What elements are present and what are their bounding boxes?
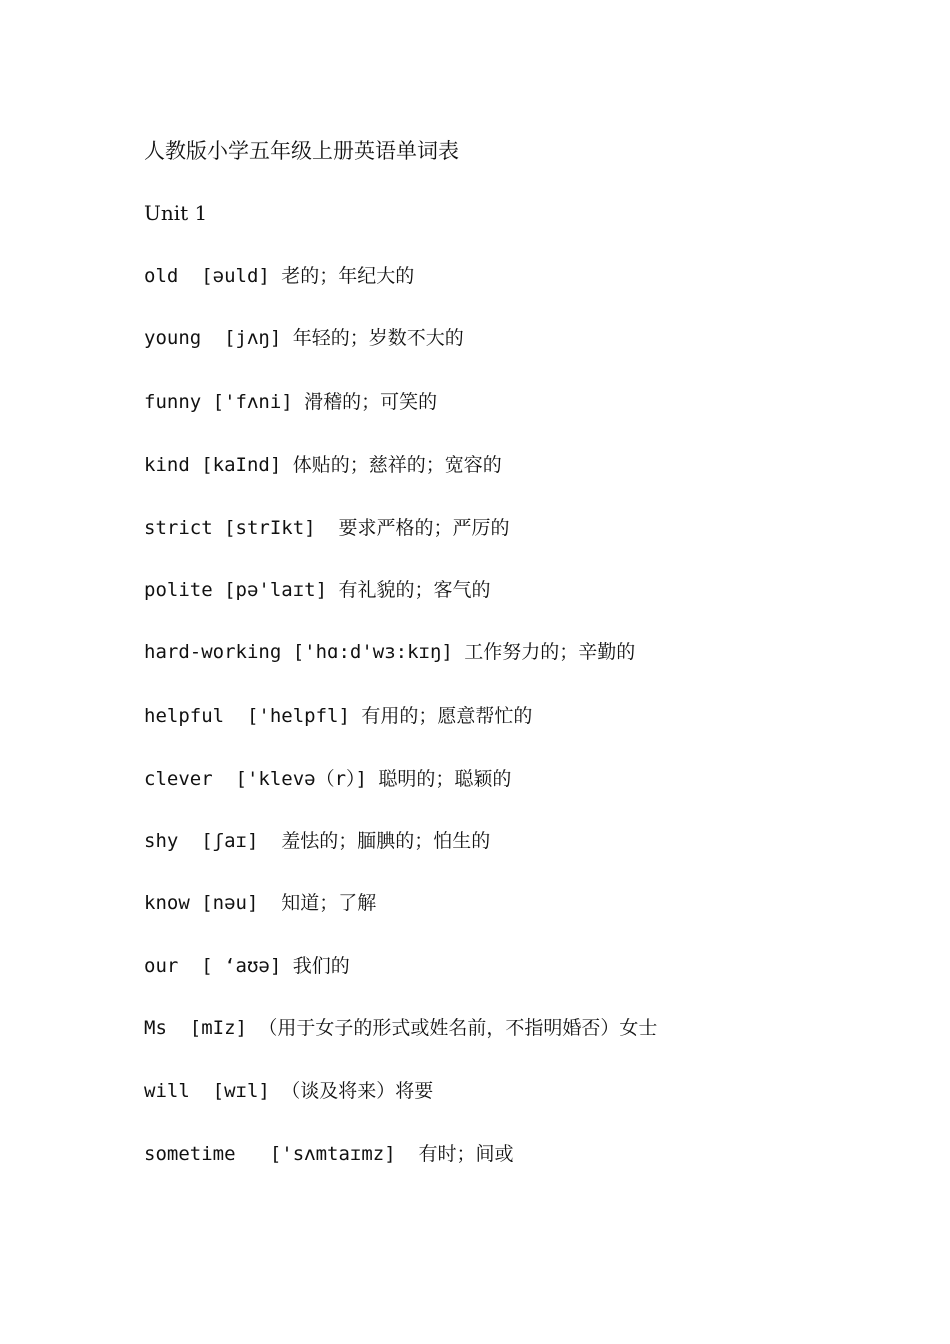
unit-heading: Unit 1 (144, 201, 208, 225)
vocab-entry-kind: kind [kaInd] 体贴的；慈祥的；宽容的 (144, 454, 502, 476)
vocab-entry-sometime: sometime ['sʌmtaɪmz] 有时；间或 (144, 1143, 514, 1165)
vocab-entry-old: old [əuld] 老的；年纪大的 (144, 265, 415, 287)
vocab-entry-our: our [ ‘aʊə] 我们的 (144, 955, 350, 977)
vocab-entry-polite: polite [pə'laɪt] 有礼貌的；客气的 (144, 579, 491, 601)
vocab-entry-ms: Ms [mIz] （用于女子的形式或姓名前，不指明婚否）女士 (144, 1017, 658, 1039)
vocab-entry-strict: strict [strIkt] 要求严格的；严厉的 (144, 517, 510, 539)
vocab-entry-hard-working: hard-working ['hɑ:d'wɜ:kɪŋ] 工作努力的；辛勤的 (144, 641, 636, 663)
vocab-entry-shy: shy [ʃaɪ] 羞怯的；腼腆的；怕生的 (144, 830, 491, 852)
vocab-entry-clever: clever ['klevə（r）] 聪明的；聪颖的 (144, 768, 512, 790)
vocab-entry-know: know [nəu] 知道；了解 (144, 892, 377, 914)
vocab-entry-young: young [jʌŋ] 年轻的；岁数不大的 (144, 327, 464, 349)
vocab-entry-will: will [wɪl] （谈及将来）将要 (144, 1080, 434, 1102)
vocab-entry-funny: funny ['fʌni] 滑稽的；可笑的 (144, 391, 438, 413)
document-title: 人教版小学五年级上册英语单词表 (144, 139, 459, 163)
vocab-entry-helpful: helpful ['helpfl] 有用的；愿意帮忙的 (144, 705, 533, 727)
